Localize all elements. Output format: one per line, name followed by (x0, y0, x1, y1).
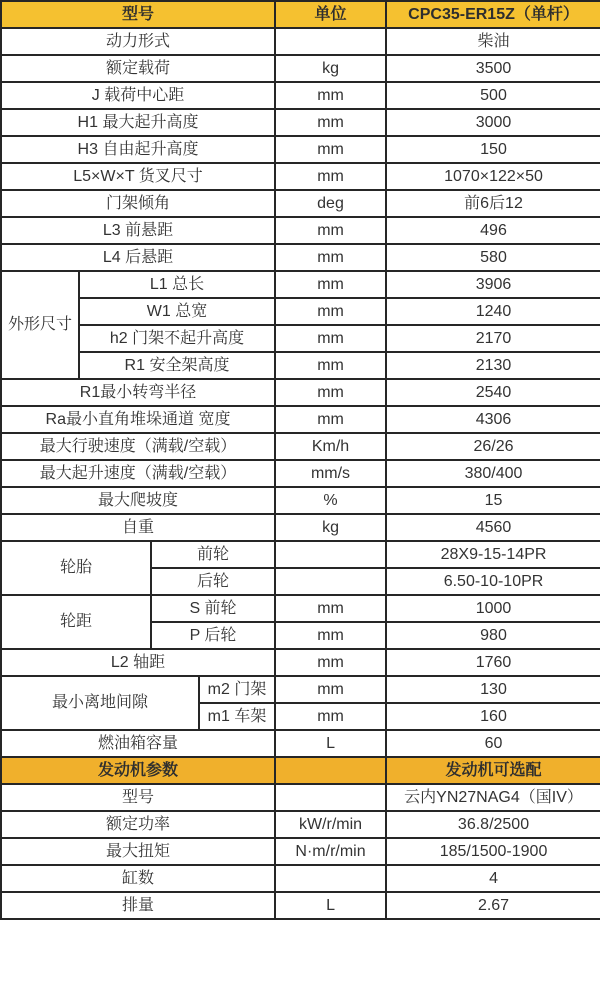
spec-unit: mm (275, 703, 386, 730)
table-row (1, 406, 600, 433)
spec-unit: mm (275, 595, 386, 622)
spec-label: 自重 (1, 514, 275, 541)
spec-unit: mm/s (275, 460, 386, 487)
engine-section-row (1, 757, 600, 784)
spec-label: 额定载荷 (1, 55, 275, 82)
spec-value: 28X9-15-14PR (386, 541, 600, 568)
spec-unit: mm (275, 298, 386, 325)
spec-unit: mm (275, 406, 386, 433)
spec-value: 云内YN27NAG4（国IV） (386, 784, 600, 811)
table-row (1, 784, 600, 811)
spec-label: 最大扭矩 (1, 838, 275, 865)
engine-section-value: 发动机可选配 (386, 757, 600, 784)
spec-label: m2 门架 (199, 676, 275, 703)
table-row (1, 109, 600, 136)
spec-unit: mm (275, 136, 386, 163)
spec-label: 额定功率 (1, 811, 275, 838)
spec-value: 柴油 (386, 28, 600, 55)
spec-value: 3500 (386, 55, 600, 82)
spec-unit (275, 541, 386, 568)
spec-unit: L (275, 892, 386, 919)
table-row (1, 352, 600, 379)
spec-unit (275, 568, 386, 595)
spec-unit (275, 865, 386, 892)
table-row (1, 541, 600, 568)
spec-value: 60 (386, 730, 600, 757)
spec-unit: kg (275, 55, 386, 82)
spec-value: 580 (386, 244, 600, 271)
spec-unit: mm (275, 109, 386, 136)
group-label-tires: 轮胎 (1, 541, 151, 595)
spec-label: L4 后悬距 (1, 244, 275, 271)
header-model-value: CPC35-ER15Z（单杆） (386, 1, 600, 28)
spec-unit: deg (275, 190, 386, 217)
spec-label: 燃油箱容量 (1, 730, 275, 757)
spec-value: 4 (386, 865, 600, 892)
spec-unit: mm (275, 622, 386, 649)
group-label-clearance: 最小离地间隙 (1, 676, 199, 730)
table-row (1, 676, 600, 703)
spec-value: 2.67 (386, 892, 600, 919)
table-row (1, 190, 600, 217)
spec-value: 150 (386, 136, 600, 163)
table-row (1, 136, 600, 163)
spec-value: 15 (386, 487, 600, 514)
spec-label: R1最小转弯半径 (1, 379, 275, 406)
table-row (1, 298, 600, 325)
table-row (1, 82, 600, 109)
spec-value: 4560 (386, 514, 600, 541)
spec-value: 980 (386, 622, 600, 649)
spec-unit: N·m/r/min (275, 838, 386, 865)
spec-value: 36.8/2500 (386, 811, 600, 838)
spec-label: J 载荷中心距 (1, 82, 275, 109)
table-row (1, 460, 600, 487)
spec-value: 3906 (386, 271, 600, 298)
header-model-label: 型号 (1, 1, 275, 28)
spec-label: H3 自由起升高度 (1, 136, 275, 163)
spec-label: L5×W×T 货叉尺寸 (1, 163, 275, 190)
spec-value: 26/26 (386, 433, 600, 460)
table-row (1, 838, 600, 865)
spec-unit: mm (275, 163, 386, 190)
table-row (1, 649, 600, 676)
spec-value: 1240 (386, 298, 600, 325)
spec-value: 500 (386, 82, 600, 109)
spec-unit: mm (275, 352, 386, 379)
header-unit-label: 单位 (275, 1, 386, 28)
table-row (1, 433, 600, 460)
spec-unit (275, 784, 386, 811)
engine-section-unit (275, 757, 386, 784)
spec-unit: mm (275, 244, 386, 271)
spec-label: 动力形式 (1, 28, 275, 55)
table-row (1, 55, 600, 82)
spec-label: S 前轮 (151, 595, 275, 622)
spec-unit: kg (275, 514, 386, 541)
spec-value: 1070×122×50 (386, 163, 600, 190)
spec-value: 前6后12 (386, 190, 600, 217)
spec-label: R1 安全架高度 (79, 352, 275, 379)
spec-label: m1 车架 (199, 703, 275, 730)
table-row (1, 163, 600, 190)
table-row (1, 325, 600, 352)
spec-unit: Km/h (275, 433, 386, 460)
spec-value: 4306 (386, 406, 600, 433)
spec-label: L2 轴距 (1, 649, 275, 676)
spec-unit: mm (275, 217, 386, 244)
spec-value: 2130 (386, 352, 600, 379)
spec-unit: mm (275, 676, 386, 703)
table-row (1, 595, 600, 622)
table-row (1, 217, 600, 244)
spec-unit: % (275, 487, 386, 514)
table-row (1, 271, 600, 298)
spec-label: h2 门架不起升高度 (79, 325, 275, 352)
spec-label: H1 最大起升高度 (1, 109, 275, 136)
spec-value: 1000 (386, 595, 600, 622)
spec-value: 160 (386, 703, 600, 730)
spec-value: 6.50-10-10PR (386, 568, 600, 595)
table-row (1, 811, 600, 838)
spec-label: 后轮 (151, 568, 275, 595)
spec-label: L1 总长 (79, 271, 275, 298)
table-row (1, 379, 600, 406)
table-row (1, 892, 600, 919)
spec-unit: mm (275, 271, 386, 298)
spec-label: 最大起升速度（满载/空载） (1, 460, 275, 487)
engine-section-label: 发动机参数 (1, 757, 275, 784)
table-row (1, 28, 600, 55)
spec-unit: mm (275, 649, 386, 676)
spec-value: 185/1500-1900 (386, 838, 600, 865)
spec-value: 3000 (386, 109, 600, 136)
spec-unit: mm (275, 325, 386, 352)
group-label-dimensions: 外形尺寸 (1, 271, 79, 379)
spec-unit (275, 28, 386, 55)
spec-label: L3 前悬距 (1, 217, 275, 244)
spec-label: 最大爬坡度 (1, 487, 275, 514)
spec-label: 门架倾角 (1, 190, 275, 217)
spec-unit: kW/r/min (275, 811, 386, 838)
spec-label: P 后轮 (151, 622, 275, 649)
spec-unit: L (275, 730, 386, 757)
table-row (1, 244, 600, 271)
spec-value: 2540 (386, 379, 600, 406)
spec-label: 最大行驶速度（满载/空载） (1, 433, 275, 460)
table-header-row (1, 1, 600, 28)
spec-label: 型号 (1, 784, 275, 811)
group-label-track: 轮距 (1, 595, 151, 649)
spec-unit: mm (275, 379, 386, 406)
spec-label: 排量 (1, 892, 275, 919)
spec-value: 2170 (386, 325, 600, 352)
spec-value: 1760 (386, 649, 600, 676)
spec-value: 130 (386, 676, 600, 703)
spec-label: 前轮 (151, 541, 275, 568)
spec-label: W1 总宽 (79, 298, 275, 325)
spec-unit: mm (275, 82, 386, 109)
table-row (1, 730, 600, 757)
spec-label: 缸数 (1, 865, 275, 892)
table-row (1, 514, 600, 541)
spec-value: 496 (386, 217, 600, 244)
spec-value: 380/400 (386, 460, 600, 487)
table-row (1, 487, 600, 514)
spec-label: Ra最小直角堆垛通道 宽度 (1, 406, 275, 433)
table-row (1, 865, 600, 892)
